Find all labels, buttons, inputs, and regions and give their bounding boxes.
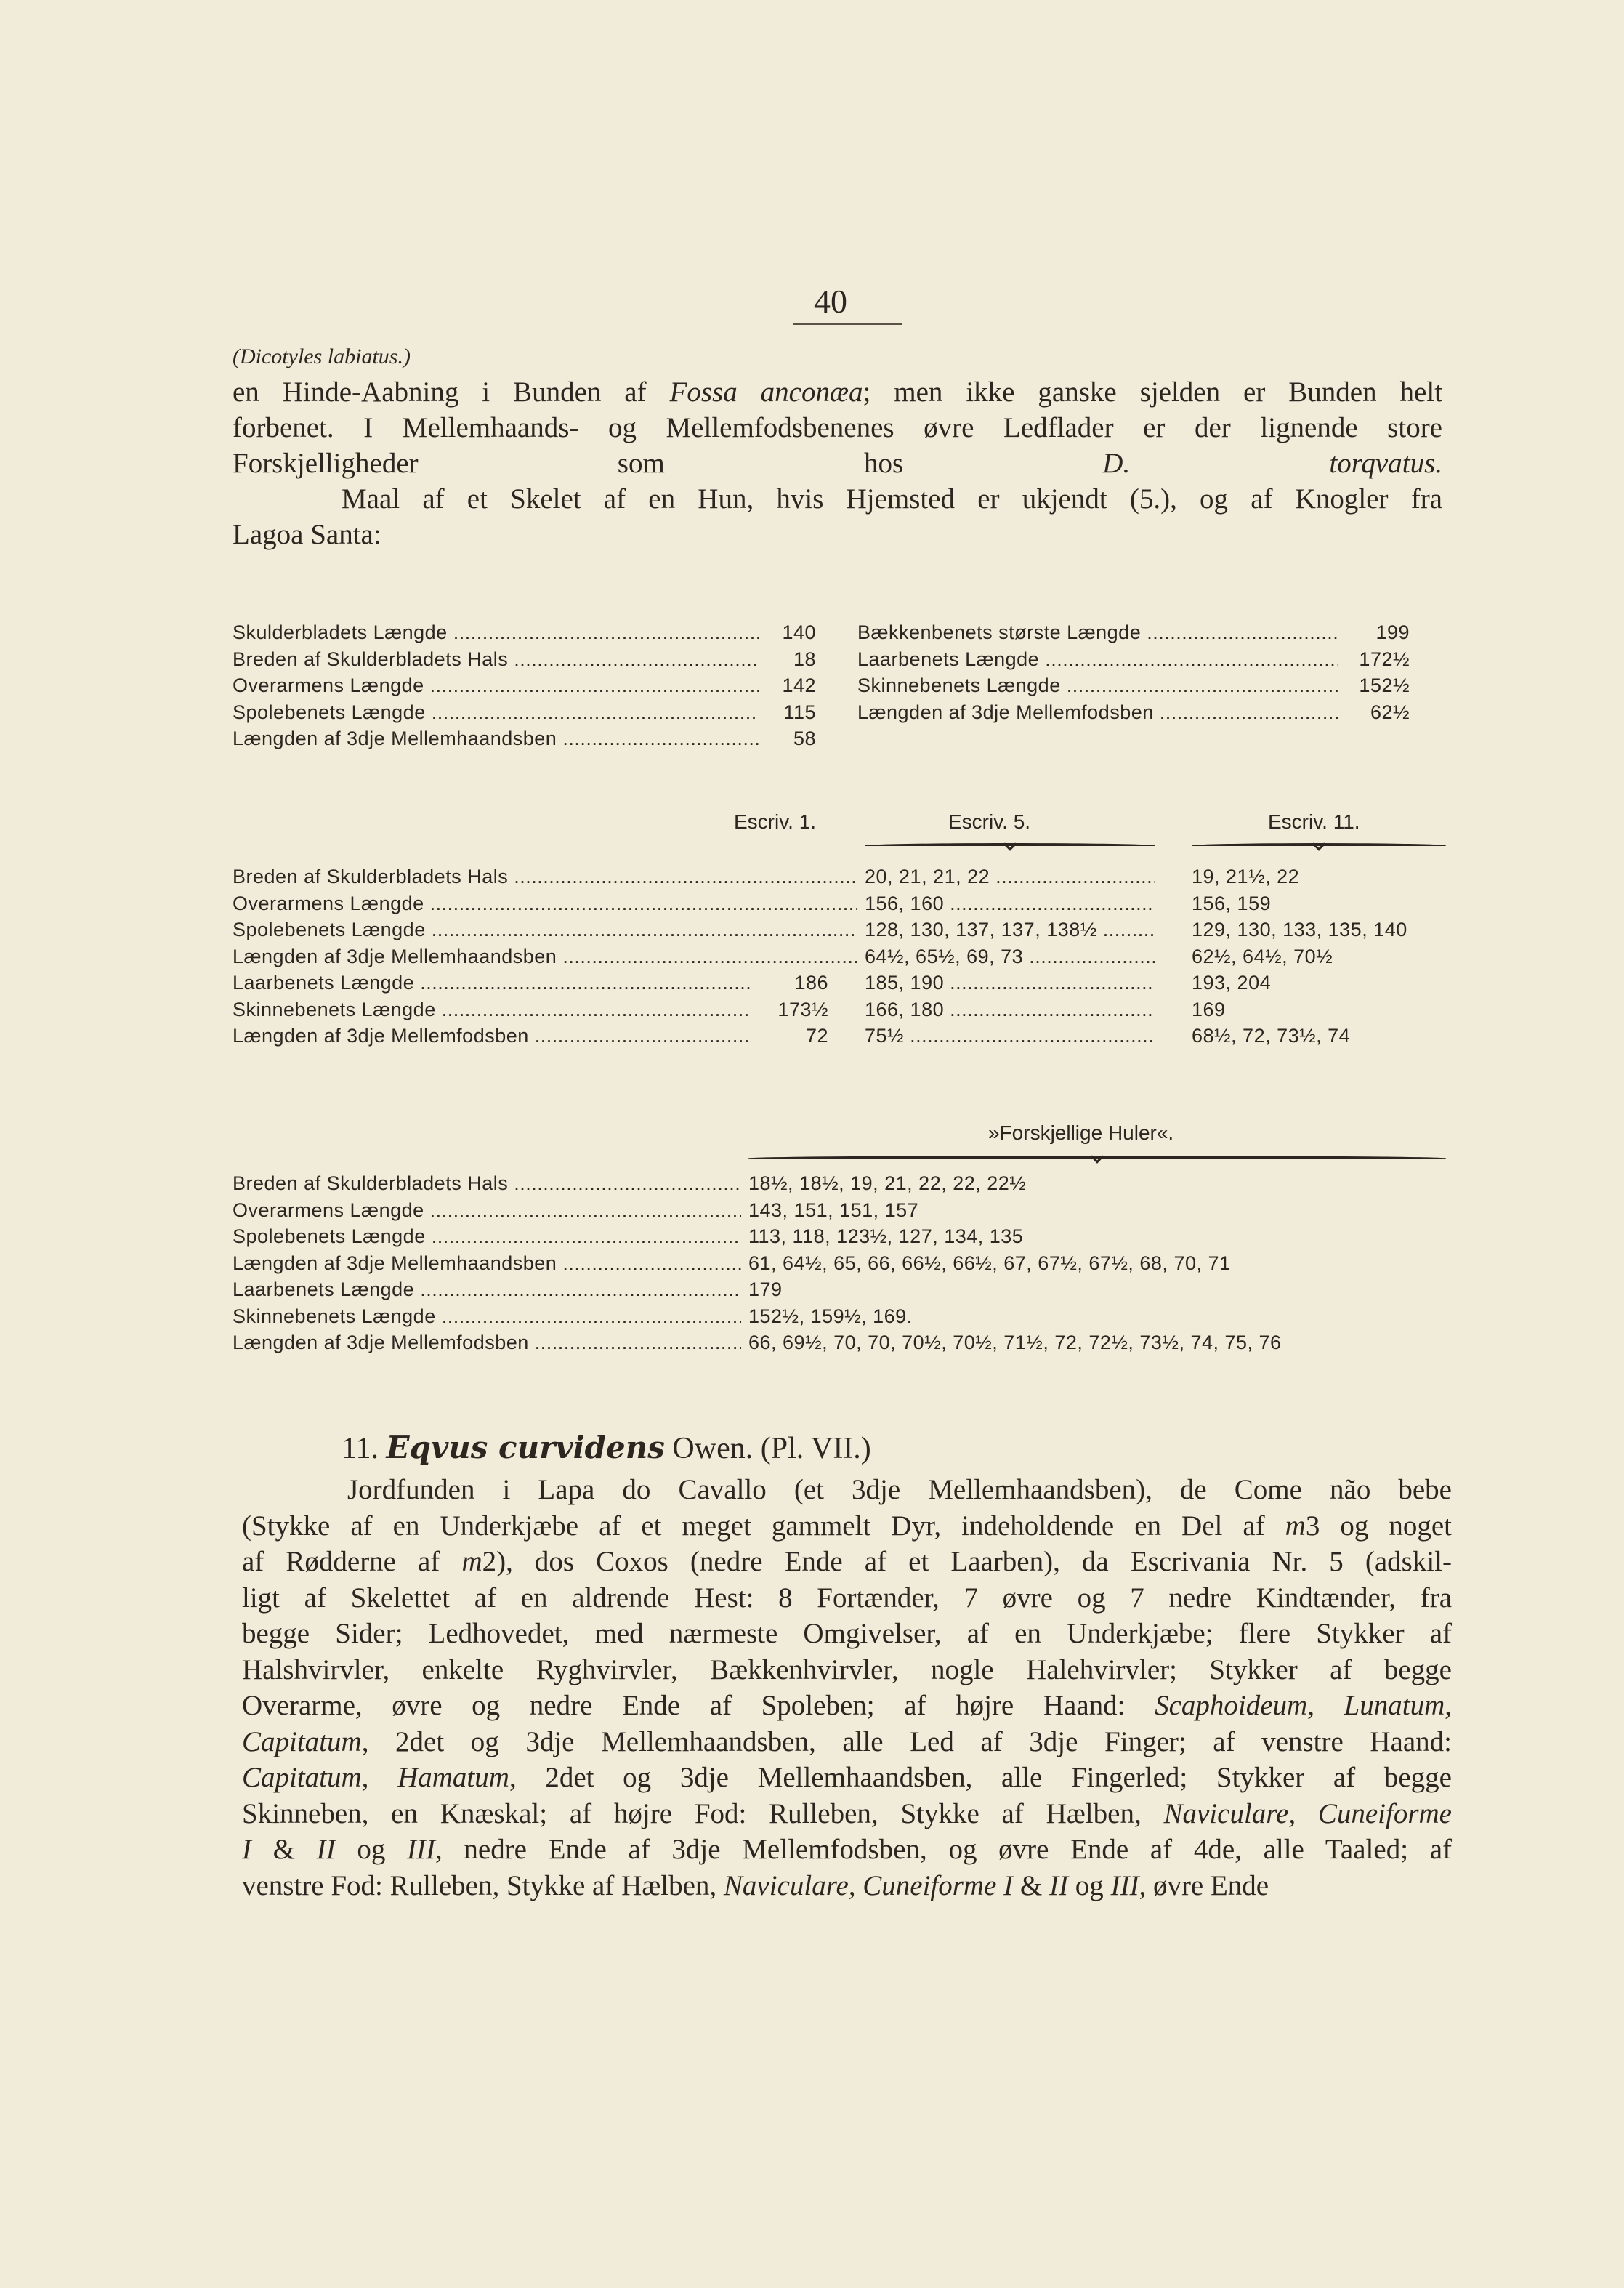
escriv-5-value-text: 75½ ..... xyxy=(865,1023,1155,1050)
caves-value-text: 179 xyxy=(748,1278,783,1300)
row-label xyxy=(233,1276,741,1303)
escriv-5-value xyxy=(865,917,1155,943)
row-label xyxy=(233,943,857,970)
caves-value-text: 113, 118, 123½, 127, 134, 135 xyxy=(748,1225,1024,1247)
table-row xyxy=(233,970,828,996)
row-label: Skulderbladets Længde ..... xyxy=(233,619,759,646)
body-line xyxy=(242,1760,1452,1796)
row-label: Skinnebenets Længde ..... xyxy=(233,996,750,1023)
table-row xyxy=(233,996,828,1023)
row-label xyxy=(233,1197,741,1224)
text: , 2det og 3dje Mellemhaandsben, alle Fingerled; Stykker af begge xyxy=(509,1762,1452,1793)
section-number: 11. xyxy=(342,1432,379,1465)
body-line xyxy=(242,1508,1452,1544)
caves-value xyxy=(748,1276,1446,1303)
plate-reference: (Pl. VII.) xyxy=(760,1432,871,1465)
page-number: 40 xyxy=(814,283,847,320)
row-label-text: Overarmens Længde ..... xyxy=(233,890,857,917)
row-label xyxy=(233,890,857,917)
italic-text: Fossa anconæa xyxy=(669,376,863,408)
italic-text: m xyxy=(1285,1510,1306,1542)
row-value: 58 xyxy=(793,728,816,749)
caves-value-text: 143, 151, 151, 157 xyxy=(748,1199,919,1221)
row-value: 199 xyxy=(1375,621,1410,643)
row-label xyxy=(233,1170,741,1197)
italic-text: Scaphoideum, Lunatum, xyxy=(1155,1690,1452,1721)
intro-line xyxy=(233,446,1442,481)
table-row xyxy=(857,646,1410,673)
escriv-11-value xyxy=(1192,890,1446,917)
row-label-text: Laarbenets Længde ..... xyxy=(233,1276,741,1303)
row-label-text: Længden af 3dje Mellemfodsben ..... xyxy=(233,1329,741,1356)
table-row xyxy=(857,619,1410,646)
text: en Hinde-Aabning i Bunden af xyxy=(233,376,670,408)
text: og xyxy=(1067,1869,1111,1901)
species-author: Owen. xyxy=(672,1432,754,1465)
caves-value-text: 18½, 18½, 19, 21, 22, 22, 22½ xyxy=(748,1172,1027,1194)
text: 3 og noget xyxy=(1305,1510,1452,1542)
row-label xyxy=(233,1223,741,1250)
body-paragraph xyxy=(242,1472,1452,1904)
escriv-5-value-text: 128, 130, 137, 137, 138½ ..... xyxy=(865,917,1155,943)
caves-value-text: 66, 69½, 70, 70, 70½, 70½, 71½, 72, 72½, 73½, 74, 75, 76 xyxy=(748,1332,1282,1353)
row-value: 152½ xyxy=(1359,674,1410,696)
italic-text: Capitatum xyxy=(242,1725,362,1757)
row-label: Breden af Skulderbladets Hals ..... xyxy=(233,646,759,673)
caves-value xyxy=(748,1223,1446,1250)
escriv-11-value-text: 129, 130, 133, 135, 140 xyxy=(1192,919,1407,940)
text: begge Sider; Ledhovedet, med nærmeste Omgivelser, af en Underkjæbe; flere Stykker af xyxy=(242,1618,1452,1649)
escriv-11-value xyxy=(1192,917,1446,943)
text: forbenet. I Mellemhaands- og Mellemfodsbenenes øvre Ledflader er der lignende store xyxy=(233,412,1442,443)
escriv-11-value-text: 193, 204 xyxy=(1192,972,1272,994)
escriv-5-value-text: 64½, 65½, 69, 73 ..... xyxy=(865,943,1155,970)
escriv-5-value-text: 20, 21, 21, 22 ..... xyxy=(865,863,1155,890)
escriv-5-value xyxy=(865,996,1155,1023)
body-line xyxy=(242,1652,1452,1688)
escriv-11-value-text: 62½, 64½, 70½ xyxy=(1192,945,1333,967)
escriv-11-value-text: 19, 21½, 22 xyxy=(1192,866,1300,887)
row-value: 173½ xyxy=(777,998,828,1020)
brace-escriv-11 xyxy=(1192,843,1446,848)
row-value: 142 xyxy=(782,674,816,696)
escriv-5-value xyxy=(865,943,1155,970)
text: Overarme, øvre og nedre Ende af Spoleben; af højre Haand: xyxy=(242,1690,1155,1721)
body-line xyxy=(242,1868,1452,1904)
escriv-11-value-text: 169 xyxy=(1192,998,1226,1020)
text: Forskjelligheder som hos xyxy=(233,448,1103,479)
italic-text: Naviculare, Cuneiforme I xyxy=(723,1869,1014,1901)
row-value: 172½ xyxy=(1359,648,1410,670)
row-value: 115 xyxy=(783,701,816,723)
row-label: Længden af 3dje Mellemhaandsben ..... xyxy=(233,725,759,752)
table-row xyxy=(233,672,816,699)
italic-text: m xyxy=(461,1546,482,1577)
intro-line xyxy=(233,410,1442,446)
text: Lagoa Santa: xyxy=(233,519,381,550)
row-label: Skinnebenets Længde ..... xyxy=(857,672,1338,699)
row-value: 62½ xyxy=(1370,701,1410,723)
caves-value xyxy=(748,1170,1446,1197)
row-label xyxy=(233,1329,741,1356)
row-label: Bækkenbenets største Længde ..... xyxy=(857,619,1338,646)
page-number-rule xyxy=(793,323,902,325)
row-label-text: Skinnebenets Længde ..... xyxy=(233,1303,741,1330)
intro-line xyxy=(233,374,1442,410)
intro-line xyxy=(233,481,1442,517)
table-row xyxy=(233,619,816,646)
text: , nedre Ende af 3dje Mellemfodsben, og øvre Ende af 4de, alle Taaled; af xyxy=(435,1834,1452,1865)
row-label-text: Breden af Skulderbladets Hals ..... xyxy=(233,863,857,890)
escriv-11-value xyxy=(1192,863,1446,890)
text: , 2det og 3dje Mellemhaandsben, alle Led af 3dje Finger; af venstre Haand: xyxy=(361,1725,1452,1757)
running-head: (Dicotyles labiatus.) xyxy=(233,345,411,368)
caves-value-text: 61, 64½, 65, 66, 66½, 66½, 67, 67½, 67½, 68, 70, 71 xyxy=(748,1252,1231,1274)
row-label-text: Spolebenets Længde ..... xyxy=(233,1223,741,1250)
italic-text: III xyxy=(407,1834,435,1865)
italic-text: Naviculare, Cuneiforme xyxy=(1163,1797,1452,1829)
row-label xyxy=(233,917,857,943)
escriv-5-value xyxy=(865,1023,1155,1050)
text: , øvre Ende xyxy=(1139,1869,1269,1901)
text: ; men ikke ganske sjelden er Bunden helt xyxy=(863,376,1443,408)
table-row xyxy=(857,699,1410,726)
row-label-text: Spolebenets Længde ..... xyxy=(233,917,857,943)
text: & xyxy=(1013,1869,1049,1901)
escriv-11-value-text: 156, 159 xyxy=(1192,892,1272,914)
text: Halshvirvler, enkelte Ryghvirvler, Bækkenhvirvler, nogle Halehvirvler; Stykker af begge xyxy=(242,1653,1452,1685)
escriv-11-value xyxy=(1192,1023,1446,1050)
caves-value-text: 152½, 159½, 169. xyxy=(748,1305,913,1327)
table-row xyxy=(233,725,816,752)
body-line xyxy=(242,1616,1452,1652)
body-line xyxy=(242,1580,1452,1616)
escriv-5-value-text: 156, 160 ..... xyxy=(865,890,1155,917)
row-label: Laarbenets Længde ..... xyxy=(233,970,750,996)
body-line xyxy=(242,1832,1452,1868)
italic-text: III xyxy=(1110,1869,1139,1901)
intro-line xyxy=(233,517,1442,552)
italic-text: I xyxy=(242,1834,251,1865)
body-line xyxy=(242,1724,1452,1760)
row-label-text: Længden af 3dje Mellemhaandsben ..... xyxy=(233,943,857,970)
row-label: Længden af 3dje Mellemfodsben ..... xyxy=(233,1023,750,1050)
table-row xyxy=(233,1023,828,1050)
escriv-5-value-text: 185, 190 ..... xyxy=(865,970,1155,996)
row-label xyxy=(233,1250,741,1277)
row-label xyxy=(233,1303,741,1330)
text: ligt af Skelettet af en aldrende Hest: 8 Fortænder, 7 øvre og 7 nedre Kindtænder, fra xyxy=(242,1582,1452,1614)
caves-value xyxy=(748,1303,1446,1330)
italic-text: II xyxy=(1049,1869,1068,1901)
column-header-escriv-11: Escriv. 11. xyxy=(1268,810,1360,833)
row-value: 186 xyxy=(794,972,828,994)
table-row xyxy=(857,672,1410,699)
row-value: 140 xyxy=(782,621,816,643)
text: (Stykke af en Underkjæbe af et meget gammelt Dyr, indeholdende en Del af xyxy=(242,1510,1285,1542)
escriv-11-value xyxy=(1192,996,1446,1023)
italic-text: D. torqvatus. xyxy=(1102,448,1442,479)
brace-escriv-5 xyxy=(865,843,1155,848)
escriv-11-value xyxy=(1192,970,1446,996)
column-header-escriv-1: Escriv. 1. xyxy=(734,810,817,833)
escriv-11-value-text: 68½, 72, 73½, 74 xyxy=(1192,1025,1351,1047)
body-line xyxy=(242,1472,1452,1508)
row-label-text: Overarmens Længde ..... xyxy=(233,1197,741,1224)
table-row xyxy=(233,699,816,726)
row-label-text: Breden af Skulderbladets Hals ..... xyxy=(233,1170,741,1197)
text: Skinneben, en Knæskal; af højre Fod: Rulleben, Stykke af Hælben, xyxy=(242,1797,1164,1829)
text: af Rødderne af xyxy=(242,1546,462,1577)
row-label: Laarbenets Længde ..... xyxy=(857,646,1338,673)
column-header-escriv-5: Escriv. 5. xyxy=(948,810,1031,833)
row-label: Overarmens Længde ..... xyxy=(233,672,759,699)
caves-value xyxy=(748,1250,1446,1277)
italic-text: II xyxy=(316,1834,336,1865)
italic-text: Capitatum, Hamatum xyxy=(242,1762,509,1793)
row-label-text: Længden af 3dje Mellemhaandsben ..... xyxy=(233,1250,741,1277)
caves-value xyxy=(748,1197,1446,1224)
caves-value xyxy=(748,1329,1446,1356)
brace-caves xyxy=(748,1156,1446,1161)
escriv-5-value-text: 166, 180 ..... xyxy=(865,996,1155,1023)
escriv-5-value xyxy=(865,890,1155,917)
text: Maal af et Skelet af en Hun, hvis Hjemsted er ukjendt (5.), og af Knogler fra xyxy=(342,483,1442,515)
body-line xyxy=(242,1544,1452,1580)
escriv-5-value xyxy=(865,970,1155,996)
table-row xyxy=(233,646,816,673)
caves-header: »Forskjellige Huler«. xyxy=(988,1121,1174,1144)
escriv-11-value xyxy=(1192,943,1446,970)
body-line xyxy=(242,1796,1452,1832)
escriv-5-value xyxy=(865,863,1155,890)
text: & xyxy=(251,1834,317,1865)
body-line xyxy=(242,1688,1452,1724)
row-label: Længden af 3dje Mellemfodsben ..... xyxy=(857,699,1338,726)
row-label: Spolebenets Længde ..... xyxy=(233,699,759,726)
row-value: 18 xyxy=(793,648,816,670)
intro-paragraph xyxy=(233,374,1442,552)
text: og xyxy=(335,1834,407,1865)
text: venstre Fod: Rulleben, Stykke af Hælben, xyxy=(242,1869,724,1901)
section-heading xyxy=(342,1430,871,1466)
text: Jordfunden i Lapa do Cavallo (et 3dje Mellemhaandsben), de Come não bebe xyxy=(347,1474,1452,1505)
row-value: 72 xyxy=(805,1025,828,1047)
species-name: Eqvus curvidens xyxy=(386,1430,665,1465)
text: 2), dos Coxos (nedre Ende af et Laarben), da Escrivania Nr. 5 (adskil- xyxy=(482,1546,1452,1577)
row-label xyxy=(233,863,857,890)
